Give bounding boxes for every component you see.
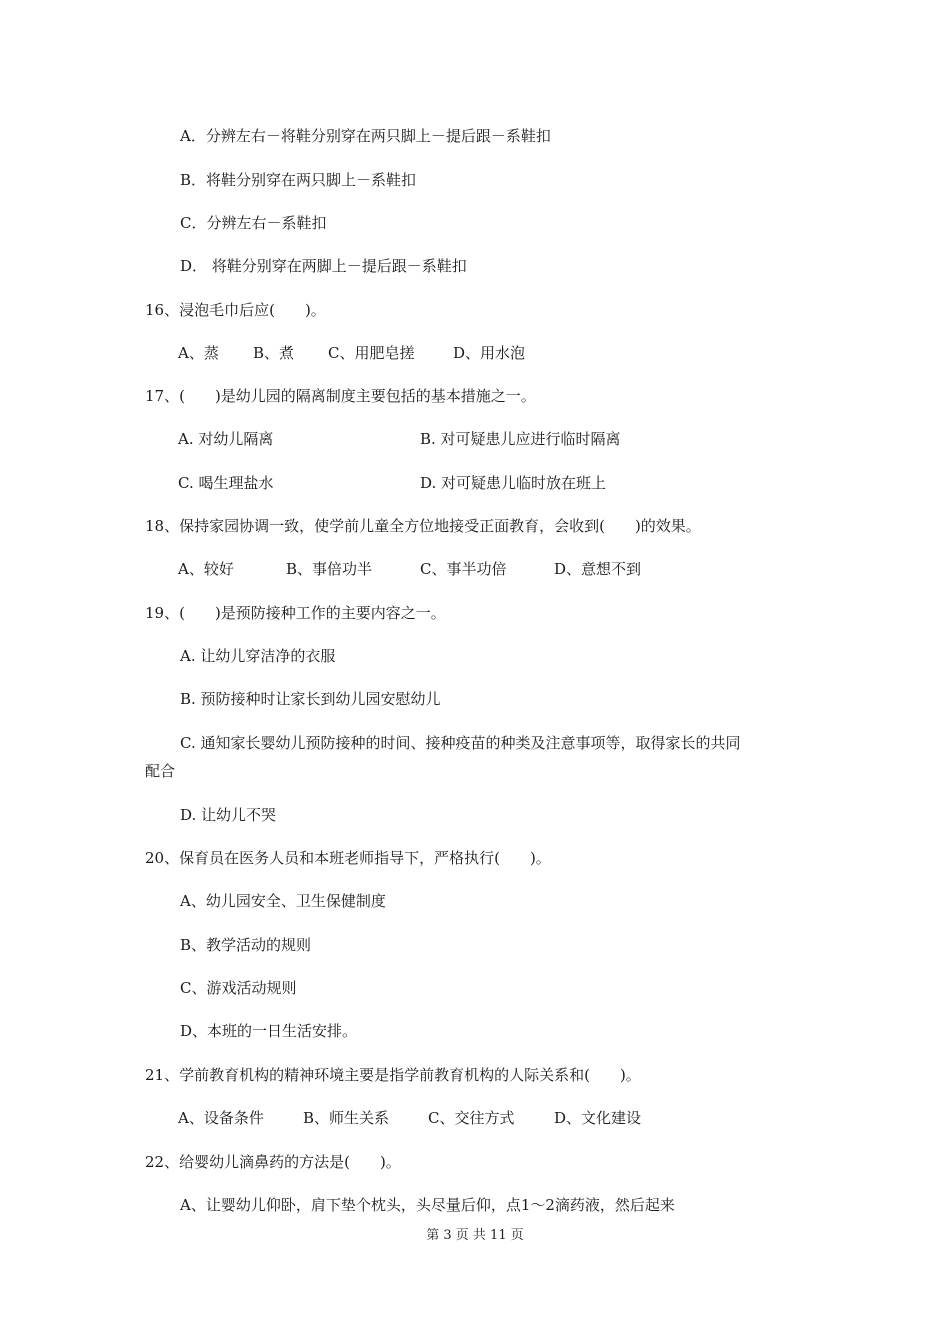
- q22-option-a: A、让婴幼儿仰卧，肩下垫个枕头，头尽量后仰，点1～2滴药液，然后起来: [180, 1196, 675, 1214]
- q17-option-b: B. 对可疑患儿应进行临时隔离: [420, 430, 621, 448]
- q18-stem: 18、保持家园协调一致，使学前儿童全方位地接受正面教育，会收到( )的效果。: [145, 517, 701, 535]
- q15-option-a: A．分辨左右－将鞋分别穿在两只脚上－提后跟－系鞋扣: [180, 127, 551, 145]
- q19-option-b: B. 预防接种时让家长到幼儿园安慰幼儿: [180, 690, 441, 708]
- q16-option-d: D、用水泡: [453, 344, 526, 362]
- q19-option-a: A. 让幼儿穿洁净的衣服: [180, 647, 336, 665]
- q17-option-a: A. 对幼儿隔离: [178, 430, 274, 448]
- page-footer: 第 3 页 共 11 页: [426, 1228, 524, 1243]
- q19-option-c-continuation: 配合: [145, 762, 176, 780]
- q15-option-d: D． 将鞋分别穿在两脚上－提后跟－系鞋扣: [180, 257, 467, 275]
- q16-stem: 16、浸泡毛巾后应( )。: [145, 301, 326, 319]
- q21-option-a: A、设备条件: [178, 1109, 264, 1127]
- q19-option-d: D. 让幼儿不哭: [180, 806, 277, 824]
- q16-option-b: B、煮: [253, 344, 295, 362]
- q19-option-c: C. 通知家长婴幼儿预防接种的时间、接种疫苗的种类及注意事项等，取得家长的共同: [180, 734, 741, 752]
- q18-option-d: D、意想不到: [554, 560, 642, 578]
- q15-option-c: C．分辨左右－系鞋扣: [180, 214, 327, 232]
- q16-option-c: C、用肥皂搓: [328, 344, 415, 362]
- q16-option-a: A、蒸: [178, 344, 219, 362]
- q20-option-d: D、本班的一日生活安排。: [180, 1022, 358, 1040]
- q17-option-c: C. 喝生理盐水: [178, 474, 274, 492]
- q21-stem: 21、学前教育机构的精神环境主要是指学前教育机构的人际关系和( )。: [145, 1066, 641, 1084]
- q18-option-b: B、事倍功半: [286, 560, 373, 578]
- q18-option-a: A、较好: [178, 560, 234, 578]
- q15-option-b: B．将鞋分别穿在两只脚上－系鞋扣: [180, 171, 417, 189]
- q21-option-c: C、交往方式: [428, 1109, 515, 1127]
- q19-stem: 19、( )是预防接种工作的主要内容之一。: [145, 604, 446, 622]
- q21-option-d: D、文化建设: [554, 1109, 642, 1127]
- q20-option-a: A、幼儿园安全、卫生保健制度: [180, 892, 386, 910]
- q18-option-c: C、事半功倍: [420, 560, 507, 578]
- q20-option-b: B、教学活动的规则: [180, 936, 312, 954]
- q17-option-d: D. 对可疑患儿临时放在班上: [420, 474, 607, 492]
- q22-stem: 22、给婴幼儿滴鼻药的方法是( )。: [145, 1153, 401, 1171]
- q20-stem: 20、保育员在医务人员和本班老师指导下，严格执行( )。: [145, 849, 551, 867]
- q21-option-b: B、师生关系: [303, 1109, 390, 1127]
- q20-option-c: C、游戏活动规则: [180, 979, 297, 997]
- q17-stem: 17、( )是幼儿园的隔离制度主要包括的基本措施之一。: [145, 387, 536, 405]
